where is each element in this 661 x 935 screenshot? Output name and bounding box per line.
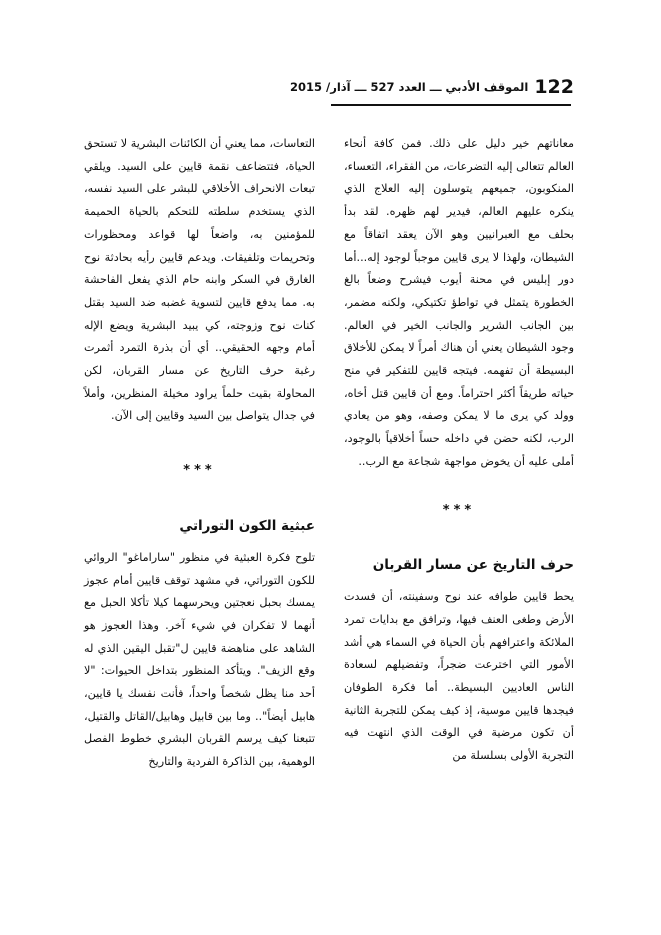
right-paragraph-1: معاناتهم خير دليل على ذلك. فمن كافة أنحاء العالم تتعالى إليه التضرعات، من الفقراء، التعساء، المنكوبون، جميعهم يتوسلون إليه العلاج الذي ينكره عليهم العالم، فيدير لهم ظهره. لقد بدأ بحلف مع العبرانيين وهو الآن يعقد اتفاقاً مع الشيطان، ولهذا لا يرى قايين موجباً لوجود إله...أما دور إبليس في محنة أيوب فيشرح وضعاً بالغ الخطورة يتمثل في تواطؤ تكتيكي، ولكنه مضمر، بين الجانب الشرير والجانب الخير في العالم. وجود الشيطان يعني أن هناك أمراً لا يمكن للأخلاق البسيطة أن تفهمه. فيتجه قايين للتفكير في منح حياته طريقاً أكثر احتراماً. ومع أن قايين قتل أخاه، وولد كي يرى ما لا يمكن وصفه، وهو من يعادي الرب، لكنه حضن في داخله حساً أخلاقياً بالوجود، أملى عليه أن يخوض مواجهة شجاعة مع الرب.. (344, 137, 574, 468)
left-column (84, 133, 315, 774)
left-paragraph-1: التعاسات، مما يعني أن الكائنات البشرية لا تستحق الحياة، فتتضاعف نقمة قايين على السيد. ويلقي تبعات الانحراف الأخلاقي للبشر على السيد نفسه، الذي يستخدم سلطته للتحكم بالحياة الحميمة للمؤمنين به، واضعاً لها قواعد ومحظورات وتحريمات وتلفيقات. ويدعم قايين رأيه بحادثة نوح الغارق في السكر وابنه حام الذي يفعل الفاحشة به. مما يدفع قايين لتسوية غضبه ضد السيد بقتل كنات نوح وزوجته، كي يبيد البشرية ويضع الإله أمام وجهه الحقيقي.. أي أن بذرة التمرد أثمرت رغبة حرف التاريخ عن مسار القربان، لكن المحاولة بقيت حلماً يراود مخيلة المنظرين، وأملاً في جدال يتواصل بين السيد وقايين إلى الآن. (84, 137, 315, 423)
section-title-absurdity: عبثية الكون التوراتي (179, 517, 315, 534)
section-divider: *** (442, 502, 476, 518)
running-head: الموقف الأدبي ـــ العدد 527 ـــ آذار/ 2015 (290, 80, 529, 94)
page-header (290, 70, 574, 104)
left-paragraph-2: تلوح فكرة العبثية في منظور "ساراماغو" الروائي للكون التوراتي، في مشهد توقف قايين أمام عجوز يمسك بحبل نعجتين ويحرسهما كيلا تأكلا الحبل مع أنهما لا تفكران في شيء آخر. وهذا العجوز هو الشاهد على مناهضة قايين ل"تقبل اليقين الذي له وقع الزيف". ويتأكد المنظور بتداخل الحيوات: "لا أحد منا يظل شخصاً واحداً، فأنت نفسك يا قايين، هابيل أيضاً".. وما بين قابيل وهابيل/القاتل والقتيل، تتبعنا كيف يرسم القربان البشري خطوط الفصل الوهمية، بين الذاكرة الفردية والتاريخ (84, 550, 315, 769)
section-title-history: حرف التاريخ عن مسار القربان (372, 557, 574, 574)
header-rule (331, 104, 571, 106)
page-number: 122 (534, 76, 574, 98)
right-paragraph-2: يحط قايين طوافه عند نوح وسفينته، أن فسدت الأرض وطغى العنف فيها، وترافق مع بدايات تمرد الملائكة واعترافهم بأن الحياة في السماء هي أشد الأمور التي اخترعت ضجراً، وتفضيلهم لسعادة الناس العاديين البسيطة.. أما فكرة الطوفان فيجدها قايين موسية، إذ كيف يمكن للتجربة الثانية أن تكون مرضية في الوقت الذي انتهت فيه التجربة الأولى بسلسلة من (344, 590, 574, 763)
section-divider: *** (183, 463, 216, 479)
right-column (344, 133, 574, 768)
